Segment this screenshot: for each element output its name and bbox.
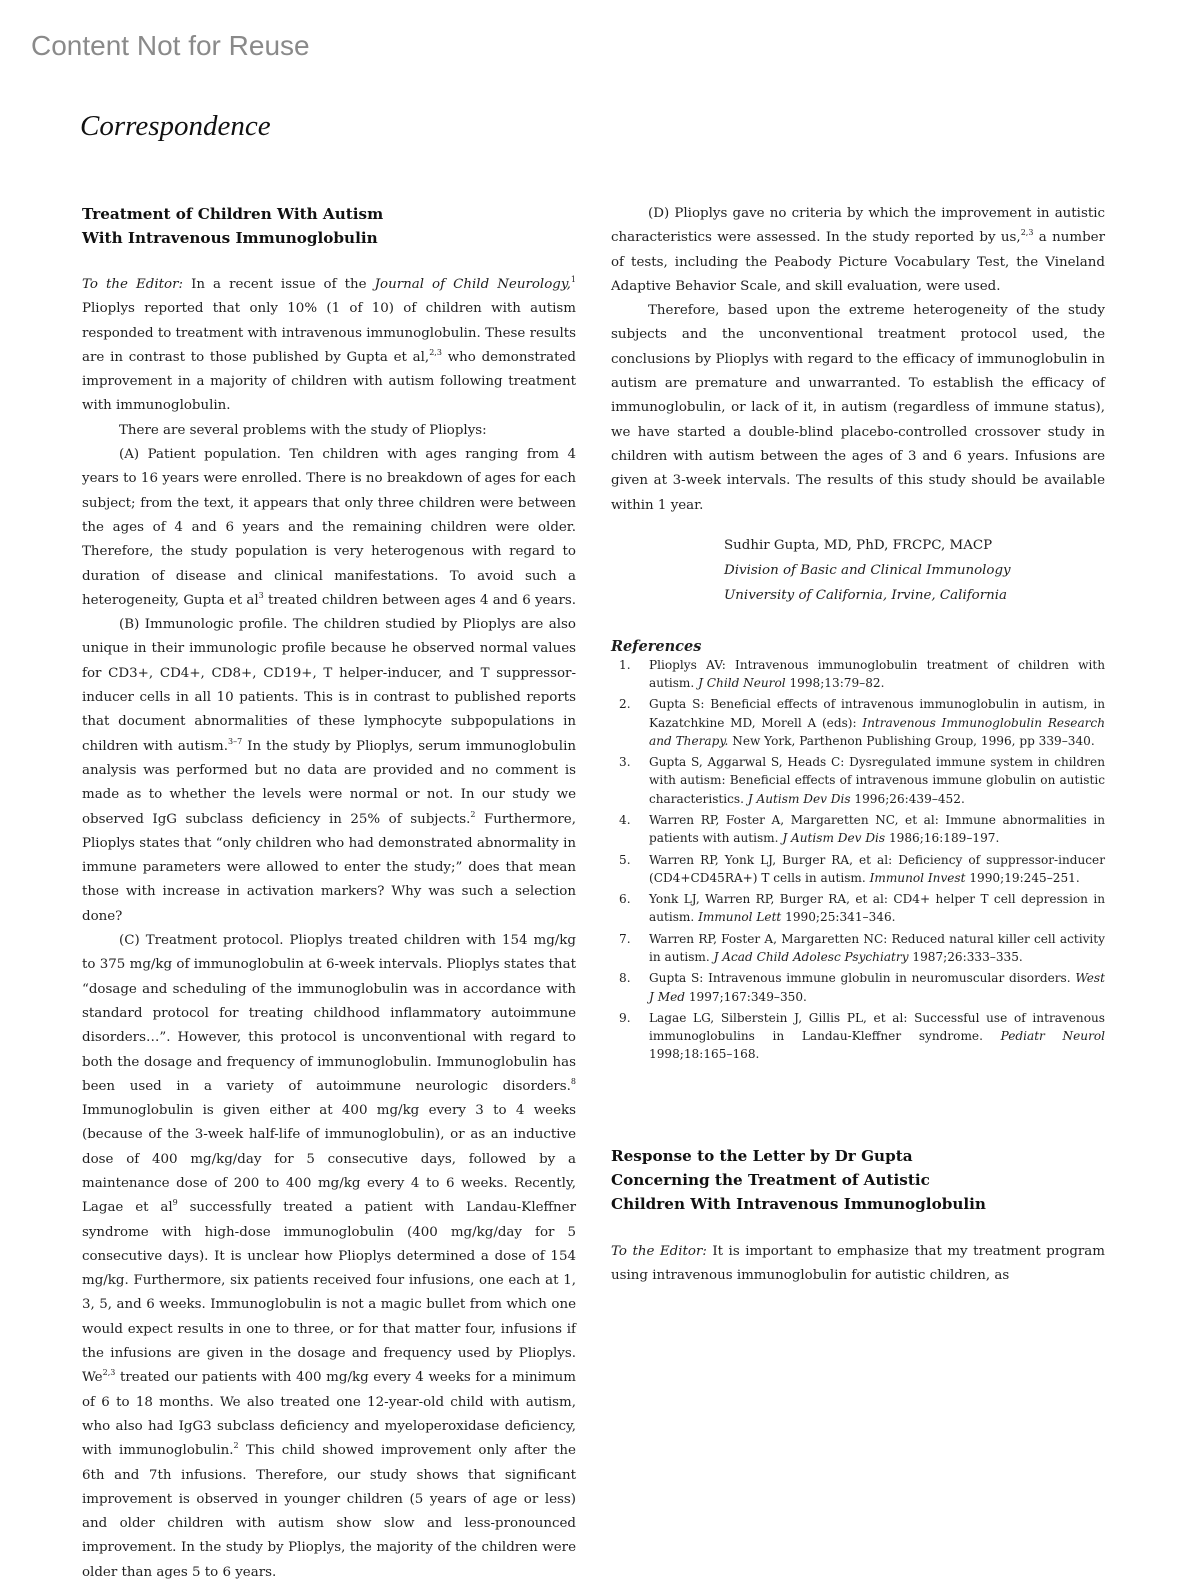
letter-paragraph-d: (D) Plioplys gave no criteria by which the improvement in autistic characteristics were assessed. In the study reported by us,$^{2,3}$ a number of tests, including the Peabody Picture Vocabulary Test, the Vineland Adaptive Behavior Scale, and skill evaluation, were used. <box>611 206 1105 294</box>
left-column <box>82 202 576 1585</box>
reference-item: 2. Gupta S: Beneficial effects of intravenous immunoglobulin in autism, in Kazatchkine MD, Morell A (eds): Intravenous Immunoglobulin Research and Therapy. New York, Parthenon Publishing Group, 1996, pp 339–340. <box>619 697 1105 748</box>
author-institution: University of California, Irvine, California <box>724 587 1008 603</box>
citation: 2 <box>470 809 476 819</box>
letter-paragraph-problems: There are several problems with the study of Plioplys: <box>119 422 487 438</box>
letter-paragraph-b: (B) Immunologic profile. The children studied by Plioplys are also unique in their immunologic profile because he observed normal values for CD3+, CD4+, CD8+, CD19+, T helper-inducer, and T suppressor-inducer cells in all 10 patients. This is in contrast to published reports that document abnormalities of these lymphocyte subpopulations in children with autism.$^{3-7}$ In the study by Plioplys, serum immunoglobulin analysis was performed but no data are provided and no comment is made as to whether the levels were normal or not. In our study we observed IgG subclass deficiency in 25% of subjects.$^2$ Furthermore, Plioplys states that “only children who had demonstrated abnormality in immune parameters were allowed to enter the study;” does that mean those with increase in activation markers? Why was such a selection done? <box>82 617 576 924</box>
citation: 1 <box>570 275 576 284</box>
letter-title-line: With Intravenous Immunoglobulin <box>82 229 378 247</box>
citation: 2,3 <box>102 1368 116 1378</box>
salutation: To the Editor: <box>82 277 183 292</box>
letter-paragraph-intro: To the Editor: In a recent issue of the Journal of Child Neurology,$^1$ Plioplys reported that only 10% (1 of 10) of children with autism responded to treatment with intravenous immunoglobulin. These results are in contrast to those published by Gupta et al,$^{2,3}$ who demonstrated improvement in a majority of children with autism following treatment with immunoglobulin. <box>82 275 576 414</box>
letter-title <box>82 202 576 250</box>
letter-paragraph-c: (C) Treatment protocol. Plioplys treated children with 154 mg/kg to 375 mg/kg of immunoglobulin at 6-week intervals. Plioplys states that “dosage and scheduling of the immunoglobulin was in accordance with standard protocol for treating childhood inflammatory autoimmune disorders…”. However, this protocol is unconventional with regard to both the dosage and frequency of immunoglobulin. Immunoglobulin has been used in a variety of autoimmune neurologic disorders.$^8$ Immunoglobulin is given either at 400 mg/kg every 3 to 4 weeks (because of the 3-week half-life of immunoglobulin), or as an inductive dose of 400 mg/kg/day for 5 consecutive days, followed by a maintenance dose of 200 to 400 mg/kg every 4 to 6 weeks. Recently, Lagae et $al^9$ successfully treated a patient with Landau-Kleffner syndrome with high-dose immunoglobulin (400 mg/kg/day for 5 consecutive days). It is unclear how Plioplys determined a dose of 154 mg/kg. Furthermore, six patients received four infusions, one each at 1, 3, 5, and 6 weeks. Immunoglobulin is not a magic bullet from which one would expect results in one to three, or for that matter four, infusions if the infusions are given in the dosage and frequency used by Plioplys. We$^{2,3}$ treated our patients with 400 mg/kg every 4 weeks for a minimum of 6 to 18 months. We also treated one 12-year-old child with autism, who also had IgG3 subclass deficiency and myeloperoxidase deficiency, with immunoglobulin.$^2$ This child showed improvement only after the 6th and 7th infusions. Therefore, our study shows that significant improvement is observed in younger children (5 years of age or less) and older children with autism show slow and less-pronounced improvement. In the study by Plioplys, the majority of the children were older than ages 5 to 6 years. <box>82 933 576 1580</box>
citation: 3–7 <box>228 736 243 746</box>
reply-paragraph: To the Editor: It is important to emphasize that my treatment program using intravenous immunoglobulin for autistic children, as <box>611 1243 1105 1283</box>
right-column <box>611 202 1105 1288</box>
reference-item: 9. Lagae LG, Silberstein J, Gillis PL, et al: Successful use of intravenous immunoglobulins in Landau-Kleffner syndrome. Pediatr Neurol 1998;18:165–168. <box>619 1011 1105 1062</box>
letter-paragraph-conclusion: Therefore, based upon the extreme heterogeneity of the study subjects and the unconventional treatment protocol used, the conclusions by Plioplys with regard to the efficacy of immunoglobulin in autism are premature and unwarranted. To establish the efficacy of immunoglobulin, or lack of it, in autism (regardless of immune status), we have started a double-blind placebo-controlled crossover study in children with autism between the ages of 3 and 6 years. Infusions are given at 3-week intervals. The results of this study should be available within 1 year. <box>611 303 1105 513</box>
reference-item: 7. Warren RP, Foster A, Margaretten NC: Reduced natural killer cell activity in autism. J Acad Child Adolesc Psychiatry 1987;26:333–335. <box>619 931 1105 965</box>
reference-item: 6. Yonk LJ, Warren RP, Burger RA, et al: CD4+ helper T cell depression in autism. Immunol Lett 1990;25:341–346. <box>619 892 1105 925</box>
references-heading: References <box>611 637 702 655</box>
letter-title-line: Treatment of Children With Autism <box>82 205 384 223</box>
author-name: Sudhir Gupta, MD, PhD, FRCPC, MACP <box>724 537 993 553</box>
reference-item: 1. Plioplys AV: Intravenous immunoglobulin treatment of children with autism. J Child Neurol 1998;13:79–82. <box>619 657 1105 691</box>
signature-block <box>724 533 1105 608</box>
reply-title-line: Children With Intravenous Immunoglobulin <box>611 1194 986 1213</box>
journal-name: Journal of Child Neurology, <box>374 277 571 292</box>
citation: 8 <box>570 1076 576 1086</box>
reference-item: 4. Warren RP, Foster A, Margaretten NC, et al: Immune abnormalities in patients with autism. J Autism Dev Dis 1986;16:189–197. <box>619 813 1105 846</box>
salutation: To the Editor: <box>611 1243 707 1259</box>
citation: 2,3 <box>1020 228 1034 238</box>
citation: 3 <box>258 590 264 600</box>
reference-item: 8. Gupta S: Intravenous immune globulin in neuromuscular disorders. West J Med 1997;167:349–350. <box>619 971 1105 1004</box>
reference-item: 3. Gupta S, Aggarwal S, Heads C: Dysregulated immune system in children with autism: Beneficial effects of intravenous immune globulin on autistic characteristics. J Autism Dev Dis 1996;26:439–452. <box>619 755 1105 806</box>
citation: 9 <box>172 1198 178 1208</box>
reply-title <box>611 1144 1105 1216</box>
references-list <box>611 656 1105 1064</box>
citation: 2,3 <box>429 347 442 357</box>
reply-title-line: Response to the Letter by Dr Gupta <box>611 1146 913 1165</box>
reply-title-line: Concerning the Treatment of Autistic <box>611 1170 930 1189</box>
letter-paragraph-a: (A) Patient population. Ten children with ages ranging from 4 years to 16 years were enrolled. There is no breakdown of ages for each subject; from the text, it appears that only three children were between the ages of 4 and 6 years and the remaining children were older. Therefore, the study population is very heterogenous with regard to duration of disease and clinical manifestations. To avoid such a heterogeneity, Gupta et $al^3$ treated children between ages 4 and 6 years. <box>82 447 576 608</box>
citation: 2 <box>233 1441 239 1451</box>
reference-item: 5. Warren RP, Yonk LJ, Burger RA, et al: Deficiency of suppressor-inducer (CD4+CD45RA+) T cells in autism. Immunol Invest 1990;19:245–251. <box>619 852 1105 885</box>
section-title: Correspondence <box>80 110 271 142</box>
author-division: Division of Basic and Clinical Immunology <box>724 562 1011 578</box>
watermark: Content Not for Reuse <box>31 30 310 61</box>
